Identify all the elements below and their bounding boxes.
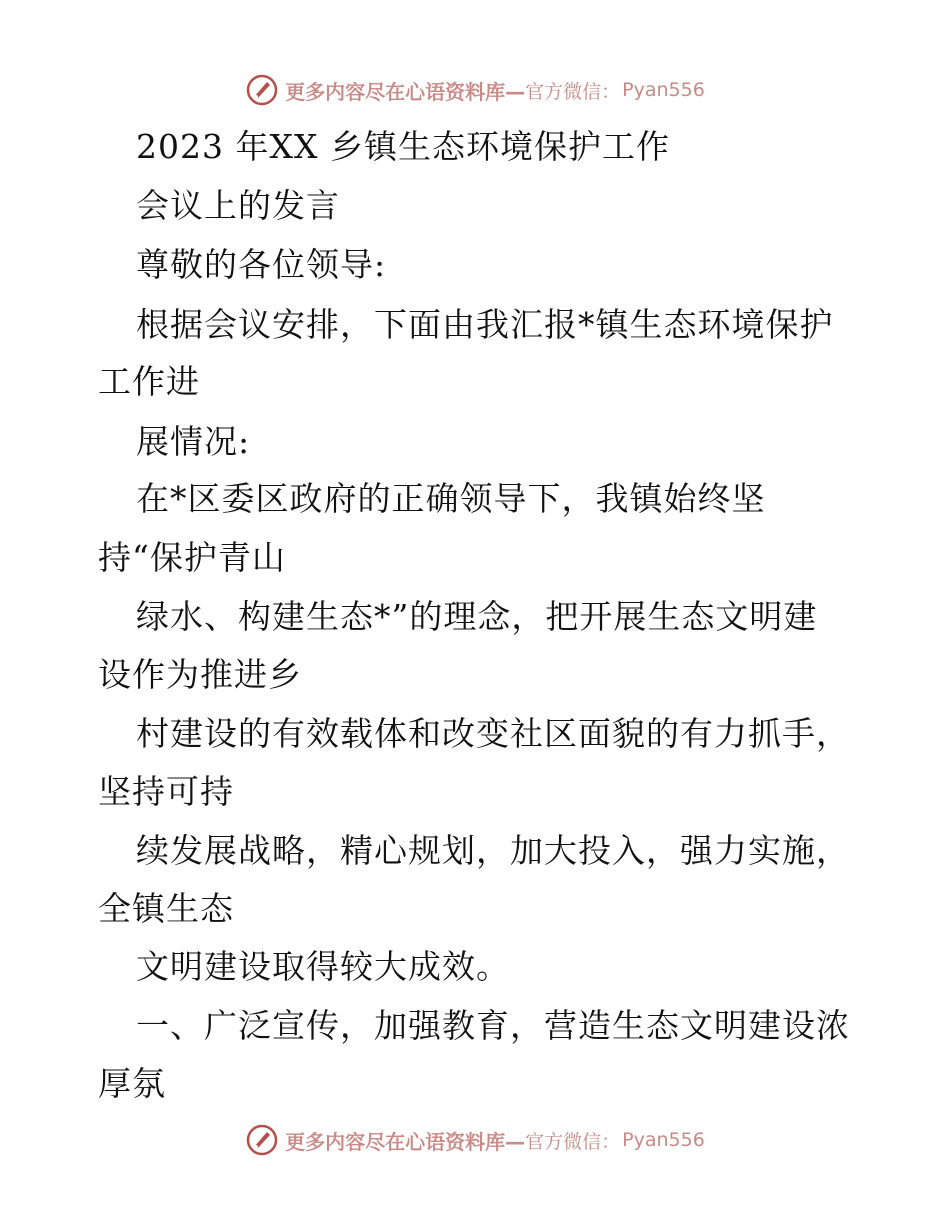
pen-nib-logo-icon: [245, 73, 279, 107]
paragraph-line: 设作为推进乡: [98, 655, 302, 694]
paragraph-line: 绿水、构建生态*”的理念，把开展生态文明建: [136, 597, 818, 636]
paragraph-line: 续发展战略，精心规划，加大投入，强力实施，: [136, 831, 850, 870]
paragraph-line: 在*区委区政府的正确领导下，我镇始终坚: [136, 479, 766, 518]
paragraph-line: 持“保护青山: [98, 538, 286, 577]
paragraph-line: 文明建设取得较大成效。: [136, 947, 510, 986]
paragraph-line: 村建设的有效载体和改变社区面貌的有力抓手，: [136, 714, 850, 753]
watermark-promo-text: 更多内容尽在心语资料库—: [285, 79, 526, 104]
paragraph-line: 工作进: [98, 362, 200, 401]
watermark-account: Pyan556: [622, 1129, 705, 1151]
watermark-promo-text: 更多内容尽在心语资料库—: [285, 1129, 526, 1154]
paragraph-line: 厚氛: [98, 1064, 166, 1103]
document-title-line-2: 会议上的发言: [136, 186, 340, 225]
pen-nib-logo-icon: [245, 1123, 279, 1157]
watermark-account: Pyan556: [622, 79, 705, 101]
salutation: 尊敬的各位领导:: [136, 245, 387, 284]
watermark-wechat-label: 官方微信：: [525, 1130, 621, 1153]
footer-watermark: [0, 1120, 950, 1160]
paragraph-line: 坚持可持: [98, 772, 234, 811]
paragraph-line: 根据会议安排，下面由我汇报*镇生态环境保护: [136, 305, 834, 344]
section-heading-line: 一、广泛宣传，加强教育，营造生态文明建设浓: [136, 1006, 850, 1045]
header-watermark: [0, 70, 950, 110]
document-title-line-1: 2023 年XX 乡镇生态环境保护工作: [136, 127, 670, 166]
paragraph-line: 展情况:: [136, 422, 251, 461]
watermark-wechat-label: 官方微信：: [525, 80, 621, 103]
paragraph-line: 全镇生态: [98, 889, 234, 928]
